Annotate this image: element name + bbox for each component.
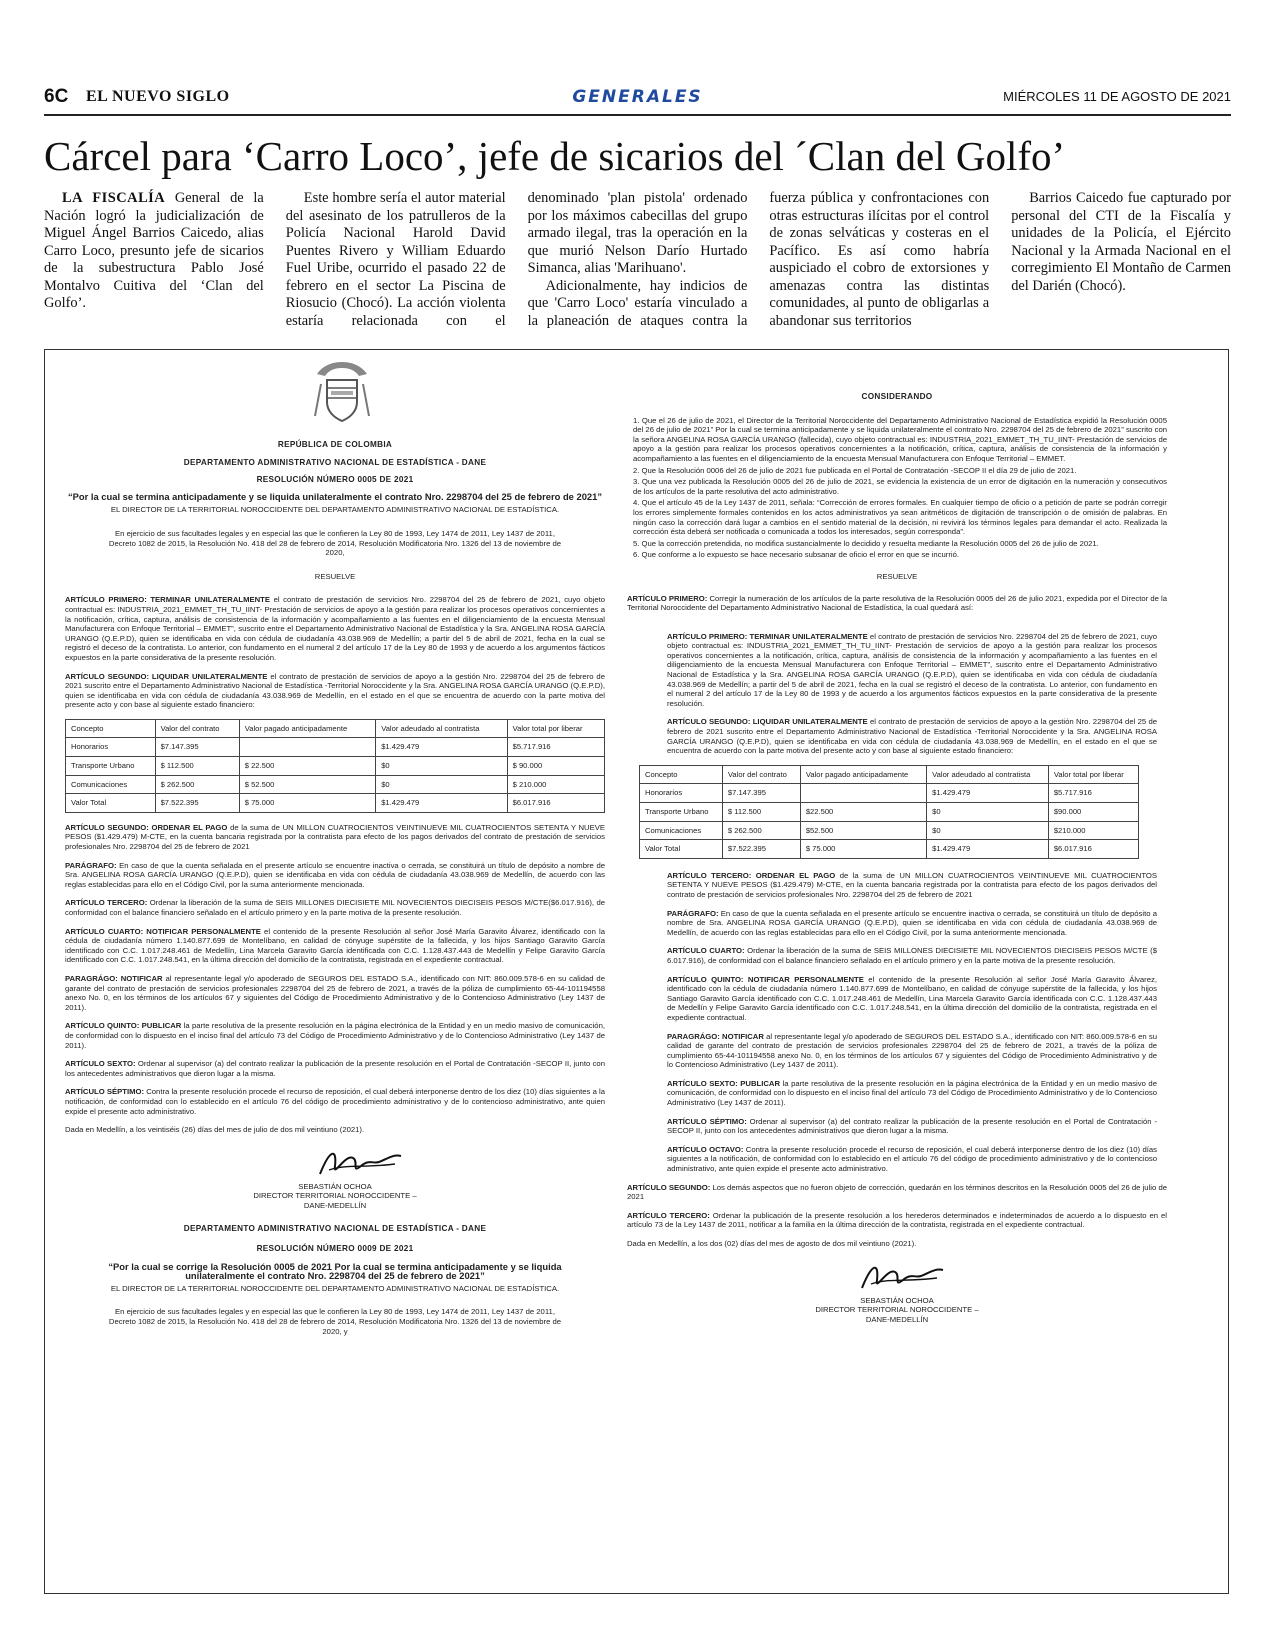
article-clause: ARTÍCULO SEXTO: Ordenar al supervisor (a) del contrato realizar la publicación de la presente resolución en el Portal de Contratación -SECOP II, junto con los antecedentes administrativos que dieron lugar a la misma.: [65, 1059, 605, 1078]
article-clause: ARTÍCULO TERCERO: Ordenar la liberación de la suma de SEIS MILLONES DIECISIETE MIL NOVECIENTOS DIECISEIS PESOS M/CTE($6.017.916), de conformidad con el balance financiero señalado en el artículo primero y en la parte motiva de la presente resolución.: [65, 898, 606, 917]
table-header-cell: Valor total por liberar: [507, 719, 604, 738]
signer-title: DIRECTOR TERRITORIAL NOROCCIDENTE –: [815, 1305, 979, 1315]
given-date: Dada en Medellín, a los dos (02) días del mes de agosto de dos mil veintiuno (2021).: [627, 1239, 917, 1248]
article-clause: ARTÍCULO PRIMERO: TERMINAR UNILATERALMENTE el contrato de prestación de servicios Nro. 2298704 del 25 de febrero de 2021, cuyo objeto contractual es: INDUSTRIA_2021_EMMET_TH_TU_IINT- Prestación de servicios de apoyo a la gestión para realizar los procesos operativos concernientes a la notificación, crítica, captura, análisis de consistencia de la información y acompañamiento a las fuentes en el diligenciamiento de la encuesta Mensual Manufacturera con Enfoque Territorial – EMMET”, suscrito entre el Departamento Administrativo Nacional de Estadística y la Sra. ANGELINA ROSA GARCÍA URANGO (Q.E.P.D), quien se identificaba en vida con cédula de ciudadanía 43.038.969 de Medellín; a partir del 5 de abril de 2021, fecha en la cual se registró el deceso de la contratista. Lo anterior, con fundamento en el numeral 2 del artículo 17 de la Ley 80 de 1993 y de acuerdo a los argumentos fácticos expuestos en la parte considerativa de la presente resolución.: [667, 631, 1157, 708]
masthead: [44, 84, 1231, 116]
article-clause: ARTÍCULO OCTAVO: Contra la presente resolución procede el recurso de reposición, el cual deberá interponerse dentro de los diez (10) días siguientes a la notificación, de conformidad con lo establecido en el artículo 76 del código de procedimiento administrativo y de lo contencioso administrativo, ante quien expide el presente acto administrativo.: [667, 1144, 1157, 1174]
department-heading: DEPARTAMENTO ADMINISTRATIVO NACIONAL DE ESTADÍSTICA - DANE: [183, 457, 487, 467]
financial-table: [65, 719, 605, 813]
article-clause: ARTÍCULO CUARTO: NOTIFICAR PERSONALMENTE el contenido de la presente Resolución al señor José María Garavito Álvarez, identificado con la cédula de ciudadanía número 1.140.877.699 de Montelíbano, en calidad de cónyuge supérstite de la fallecida, y los hijos Santiago Garavito García identificado con C.C. 1.017.248.461 de Medellín, Lina Marcela Garavito García identificada con C.C. 1.128.437.443 de Medellín y Felipe Garavito García identificado con C.C. 1.017.248.541, en la última dirección del domicilio de la contratista, registrada en el expediente contractual.: [65, 926, 605, 965]
notice-right-column: [627, 350, 1167, 1324]
table-row: Comunicaciones $ 262.500 $ 52.500 $0 $ 210.000: [66, 775, 605, 794]
recital: 5. Que la corrección pretendida, no modifica sustancialmente lo decidido y resuelta mediante la Resolución 0005 del 26 de julio de 2021.: [633, 538, 1099, 548]
recital: 1. Que el 26 de julio de 2021, el Director de la Territorial Noroccidente del Departamento Administrativo Nacional de Estadística expidió la Resolución 0005 del 26 de julio de 2021” Por la cual se termina anticipadamente y se liquida unilateralmente el contrato Nro. 2298704 del 25 de febrero de 2021” suscrito con la señora ANGELINA ROSA GARCÍA URANGO (fallecida), cuyo objeto contractual es: INDUSTRIA_2021_EMMET_TH_TU_IINT- Prestación de servicios de apoyo a la gestión para realizar los procesos operativos concernientes a la notificación, crítica, captura, análisis de consistencia de la información y acompañamiento a las fuentes en el diligenciamiento de la encuesta Mensual Manufacturera con Enfoque Territorial – EMMET.: [633, 415, 1167, 463]
recital: 6. Que conforme a lo expuesto se hace necesario subsanar de oficio el error en que se incurrió.: [633, 550, 960, 560]
article-clause: ARTÍCULO TERCERO: Ordenar la publicación de la presente resolución a los herederos determinados e indeterminados de acuerdo a lo dispuesto en el artículo 73 de la Ley 1437 de 2011, notificar a la familia en la última dirección de la contratista, registrada en el expediente contractual.: [627, 1210, 1167, 1230]
signer-name: SEBASTIÁN OCHOA: [298, 1181, 372, 1191]
given-date: Dada en Medellín, a los veintiséis (26) días del mes de julio de dos mil veintiuno (2021).: [65, 1125, 365, 1135]
table-row: Transporte Urbano $ 112.500 $ 22.500 $0 $ 90.000: [66, 757, 605, 776]
notice-left-column: [65, 350, 605, 1336]
article-clause: ARTÍCULO SEGUNDO: LIQUIDAR UNILATERALMENTE el contrato de prestación de servicios de apoyo a la gestión Nro. 2298704 del 25 de febrero de 2021 suscrito entre el Departamento Administrativo Nacional de Estadística -Territorial Noroccidente y la Sra. ANGELINA ROSA GARCÍA URANGO (Q.E.P.D), quien se identificaba en vida con cédula de ciudadanía 43.038.969 de Medellín, en el estado en el que se encuentra de acuerdo con la parte motiva del presente acto y con base al siguiente estado financiero:: [65, 671, 605, 710]
section-title: GENERALES: [572, 87, 703, 107]
article-clause: PARAGRÁGO: NOTIFICAR al representante legal y/o apoderado de SEGUROS DEL ESTADO S.A., identificado con NIT: 860.009.578-6 en su calidad de garante del contrato de prestación de servicios profesionales 2298704 del 25 de febrero de 2021, a través de la póliza de cumplimiento 65-44-101194558 anexo No. 0, en los términos de los artículos 67 y siguientes del Código de Procedimiento Administrativo y de lo Contencioso Administrativo (Ley 1437 de 2011).: [65, 973, 605, 1012]
page-number: 6C: [44, 86, 69, 107]
legal-notice: [44, 349, 1229, 1594]
table-header-cell: Valor total por liberar: [1048, 765, 1138, 784]
article-clause: ARTÍCULO QUINTO: PUBLICAR la parte resolutiva de la presente resolución en la página electrónica de la Entidad y en un medio masivo de comunicación, de conformidad con lo dispuesto en el inciso final del artículo 73 del Código de Procedimiento Administrativo y de lo Contencioso Administrativo (Ley 1437 de 2011).: [65, 1021, 605, 1050]
table-header-row: [66, 719, 605, 738]
legal-powers: En ejercicio de sus facultades legales y en especial las que le confieren la Ley 80 de 1993, Ley 1474 de 2011, Ley 1437 de 2011, Decreto 1082 de 2015, la Resolución No. 418 del 28 de febrero de 2014, Resolución Modificatoria Nro. 1326 del 13 de noviembre de 2020,: [108, 528, 562, 558]
table-header-cell: Valor del contrato: [155, 719, 239, 738]
signer-city: DANE-MEDELLÍN: [865, 1314, 929, 1324]
resuelve-heading: RESUELVE: [876, 571, 918, 581]
article-clause: ARTÍCULO QUINTO: NOTIFICAR PERSONALMENTE el contenido de la presente Resolución al señor José María Garavito Álvarez, identificado con la cédula de ciudadanía número 1.140.877.699 de Montelíbano, en calidad de cónyuge supérstite de la fallecida, y los hijos Santiago Garavito García identificado con C.C. 1.017.248.461 de Medellín, Lina Marcela Garavito García identificada con C.C. 1.128.437.443 de Medellín y Felipe Garavito García identificado con C.C. 1.017.248.541, en la última dirección del domicilio de la contratista, registrada en el expediente contractual.: [667, 974, 1157, 1022]
article-clause: ARTÍCULO TERCERO: ORDENAR EL PAGO de la suma de UN MILLON CUATROCIENTOS VEINTINUEVE MIL CUATROCIENTOS SETENTA Y NUEVE PESOS ($1.429.479) M-CTE, en la cuenta bancaria registrada por la contratista para efecto de los pagos derivados del contrato de prestación de servicios profesionales Nro. 2298704 del 25 de febrero de 2021: [667, 870, 1157, 899]
table-header-cell: Concepto: [66, 719, 156, 738]
article-clause: ARTÍCULO SÉPTIMO: Contra la presente resolución procede el recurso de reposición, el cual deberá interponerse dentro de los diez (10) días siguientes a la notificación, de conformidad con lo establecido en el artículo 76 del código de procedimiento administrativo y de lo contencioso administrativo, ante quien expide el presente acto administrativo.: [65, 1087, 605, 1116]
table-header-row: [640, 765, 1139, 784]
issuer-line: EL DIRECTOR DE LA TERRITORIAL NOROCCIDENTE DEL DEPARTAMENTO ADMINISTRATIVO NACIONAL DE ESTADÍSTICA.: [110, 1283, 560, 1293]
table-header-cell: Valor adeudado al contratista: [927, 765, 1049, 784]
table-row: Transporte Urbano $ 112.500 $22.500 $0 $90.000: [640, 803, 1139, 822]
republic-heading: REPÚBLICA DE COLOMBIA: [277, 440, 393, 449]
table-row: Valor Total $7.522.395 $ 75.000 $1.429.479 $6.017.916: [66, 794, 605, 813]
recital: 4. Que el artículo 45 de la Ley 1437 de 2011, señala: “Corrección de errores formales. En cualquier tiempo de oficio o a petición de parte se podrán corregir los errores simplemente formales contenidos en los actos administrativos ya sean aritméticos de digitación de transcripción o de omisión de palabras. En ningún caso la corrección dará lugar a cambios en el sentido material de la decisión, ni revivirá los términos legales para demandar el acto. Realizada la corrección ésta deberá ser notificada o comunicada a todos los interesados, según corresponda”.: [633, 498, 1167, 537]
article-paragraph: Este hombre sería el autor material del asesinato de los patrulleros de la Policía Nacional Harold David Puentes Rivero y William Eduardo Fuel Uribe, ocurrido el pasado 22 de febrero en el sector La Piscina de Riosucio (Chocó). La acción violenta estaría relacionada con el denominado 'plan pistola' ordenado por los máximos cabecillas del grupo armado ilegal, tras la operación en la que murió Nelson Darío Hurtado Simanca, alias 'Marihuano'.: [285, 190, 748, 329]
legal-powers: En ejercicio de sus facultades legales y en especial las que le confieren la Ley 80 de 1993, Ley 1474 de 2011, Ley 1437 de 2011, Decreto 1082 de 2015, la Resolución No. 418 del 28 de febrero de 2014, Resolución Modificatoria Nro. 1326 del 13 de noviembre de 2020, y: [108, 1307, 562, 1336]
financial-table: [639, 765, 1139, 859]
article-body: [44, 190, 1231, 340]
resuelve-heading: RESUELVE: [314, 571, 356, 581]
article-clause: ARTÍCULO SEXTO: PUBLICAR la parte resolutiva de la presente resolución en la página electrónica de la Entidad y en un medio masivo de comunicación, de conformidad con lo dispuesto en el inciso final del artículo 73 del Código de Procedimiento Administrativo y de lo Contencioso Administrativo (Ley 1437 de 2011).: [667, 1078, 1157, 1108]
article-clause: PARAGRÁGO: NOTIFICAR al representante legal y/o apoderado de SEGUROS DEL ESTADO S.A., identificado con NIT: 860.009.578-6 en su calidad de garante del contrato de prestación de servicios profesionales 2298704 del 25 de febrero de 2021, a través de la póliza de cumplimiento 65-44-101194558 anexo No. 0, en los términos de los artículos 67 y siguientes del Código de Procedimiento Administrativo y de lo Contencioso Administrativo (Ley 1437 de 2011).: [667, 1031, 1157, 1070]
issuer-line: EL DIRECTOR DE LA TERRITORIAL NOROCCIDENTE DEL DEPARTAMENTO ADMINISTRATIVO NACIONAL DE ESTADÍSTICA.: [110, 505, 560, 515]
table-header-cell: Valor pagado anticipadamente: [800, 765, 926, 784]
signature-icon: [315, 1144, 405, 1182]
table-row: Valor Total $7.522.395 $ 75.000 $1.429.479 $6.017.916: [640, 840, 1139, 859]
article-paragraph: Barrios Caicedo fue capturado por personal del CTI de la Fiscalía y unidades de la Policía, el Ejército Nacional y la Armada Nacional en el corregimiento El Montaño de Carmen del Darién (Chocó).: [1011, 190, 1231, 294]
article-paragraph: Adicionalmente, hay indicios de que 'Carro Loco' estaría vinculado a la planeación de ataques contra la fuerza pública y confrontaciones con otras estructuras ilícitas por el control de zonas selváticas y costeras en el Pacífico. Es así como habría auspiciado el cobro de extorsiones y amenazas contra las distintas comunidades, al punto de obligarlas a abandonar sus territorios: [527, 190, 990, 329]
table-header-cell: Valor adeudado al contratista: [376, 719, 507, 738]
article-clause: ARTÍCULO SEGUNDO: ORDENAR EL PAGO de la suma de UN MILLON CUATROCIENTOS VEINTINUEVE MIL CUATROCIENTOS SETENTA Y NUEVE PESOS ($1.429.479) M-CTE, en la cuenta bancaria registrada por la contratista para efecto de los pagos derivados del contrato de prestación de servicios profesionales Nro. 2298704 del 25 de febrero de 2021: [65, 822, 605, 852]
resolution-number: RESOLUCIÓN NÚMERO 0005 DE 2021: [256, 475, 414, 485]
table-header-cell: Valor pagado anticipadamente: [239, 719, 375, 738]
article-clause: PARÁGRAFO: En caso de que la cuenta señalada en el presente artículo se encuentre inactiva o cerrada, se constituirá un título de depósito a nombre de Sra. ANGELINA ROSA GARCÍA URANGO (Q.E.P.D), quien se identificaba en vida con cédula de ciudadanía 43.038.969 de Medellín, de acuerdo con las reglas establecidas para ello en el Código Civil, por la suma anteriormente mencionada.: [667, 908, 1157, 937]
article-clause: ARTÍCULO PRIMERO: Corregir la numeración de los artículos de la parte resolutiva de la Resolución 0005 del 26 de julio 2021, expedida por el Director de la Territorial Noroccidente del Departamento Administrativo Nacional de Estadística, la cual quedará así:: [627, 593, 1167, 613]
article-clause: ARTÍCULO SÉPTIMO: Ordenar al supervisor (a) del contrato realizar la publicación de la presente resolución en el Portal de Contratación -SECOP II, junto con los antecedentes administrativos que dieron lugar a la misma.: [667, 1116, 1157, 1136]
article-paragraph: LA FISCALÍA General de la Nación logró la judicialización de Miguel Ángel Barrios Caicedo, alias Carro Loco, presunto jefe de sicarios de la subestructura Pablo José Montalvo Cuitiva del ‘Clan del Golfo’.: [44, 190, 264, 311]
resolution-subject: “Por la cual se termina anticipadamente y se liquida unilateralmente el contrato Nro. 2298704 del 25 de febrero de 2021”: [67, 490, 603, 502]
resolution-number: RESOLUCIÓN NÚMERO 0009 DE 2021: [256, 1244, 414, 1254]
coat-of-arms-icon: [311, 358, 373, 426]
article-clause: ARTÍCULO CUARTO: Ordenar la liberación de la suma de SEIS MILLONES DIECISIETE MIL NOVECIENTOS DIECISEIS PESOS M/CTE ($ 6.017.916), de conformidad con el balance financiero señalado en el artículo primero y en la parte motiva de la presente resolución.: [667, 946, 1157, 965]
table-row: Honorarios $7.147.395 $1.429.479 $5.717.916: [66, 738, 605, 757]
article-clause: PARÁGRAFO: En caso de que la cuenta señalada en el presente artículo se encuentre inactiva o cerrada, se constituirá un título de depósito a nombre de Sra. ANGELINA ROSA GARCÍA URANGO (Q.E.P.D), quien se identificaba en vida con cédula de ciudadanía 43.038.969 de Medellín, de acuerdo con las reglas establecidas para ello en el Código Civil, por la suma anteriormente mencionada.: [65, 860, 605, 889]
table-row: Honorarios $7.147.395 $1.429.479 $5.717.916: [640, 784, 1139, 803]
article-headline: Cárcel para ‘Carro Loco’, jefe de sicarios del ´Clan del Golfo’: [44, 133, 1066, 179]
recital: 3. Que una vez publicada la Resolución 0005 del 26 de julio de 2021, se evidencia la existencia de un error de digitación en la numeración y consecutivos de los artículos de la parte resolutiva del acto administrativo.: [633, 477, 1167, 496]
signer-city: DANE-MEDELLÍN: [303, 1200, 367, 1210]
considerando-heading: CONSIDERANDO: [861, 392, 933, 401]
table-header-cell: Concepto: [640, 765, 723, 784]
signer-name: SEBASTIÁN OCHOA: [860, 1295, 934, 1305]
table-row: Comunicaciones $ 262.500 $52.500 $0 $210.000: [640, 821, 1139, 840]
signer-title: DIRECTOR TERRITORIAL NOROCCIDENTE –: [253, 1191, 417, 1201]
article-clause: ARTÍCULO PRIMERO: TERMINAR UNILATERALMENTE el contrato de prestación de servicios Nro. 2298704 del 25 de febrero de 2021, cuyo objeto contractual es: INDUSTRIA_2021_EMMET_TH_TU_IINT- Prestación de servicios de apoyo a la gestión para realizar los procesos operativos concernientes a la notificación, crítica, captura, análisis de consistencia de la información y acompañamiento a las fuentes en el diligenciamiento de la encuesta Mensual Manufacturera con Enfoque Territorial – EMMET”, suscrito entre el Departamento Administrativo Nacional de Estadística y la Sra. ANGELINA ROSA GARCÍA URANGO (Q.E.P.D), quien se identificaba en vida con cédula de ciudadanía 43.038.969 de Medellín; a partir del 5 de abril de 2021, fecha en la cual se registró el deceso de la contratista. Lo anterior, con fundamento en el numeral 2 del artículo 17 de la Ley 80 de 1993 y de acuerdo a los argumentos fácticos expuestos en la parte considerativa de la presente resolución.: [65, 595, 606, 662]
article-lead: LA FISCALÍA: [62, 190, 166, 206]
article-clause: ARTÍCULO SEGUNDO: Los demás aspectos que no fueron objeto de corrección, quedarán en los términos descritos en la Resolución 0005 del 26 de julio de 2021: [627, 1182, 1167, 1202]
newspaper-name: EL NUEVO SIGLO: [86, 88, 230, 105]
issue-date: MIÉRCOLES 11 DE AGOSTO DE 2021: [1003, 89, 1231, 104]
department-heading: DEPARTAMENTO ADMINISTRATIVO NACIONAL DE ESTADÍSTICA - DANE: [183, 1224, 487, 1234]
article-clause: ARTÍCULO SEGUNDO: LIQUIDAR UNILATERALMENTE el contrato de prestación de servicios de apoyo a la gestión Nro. 2298704 del 25 de febrero de 2021 suscrito entre el Departamento Administrativo Nacional de Estadística -Territorial Noroccidente y la Sra. ANGELINA ROSA GARCÍA URANGO (Q.E.P.D), quien se identificaba en vida con cédula de ciudadanía 43.038.969 de Medellín, en el estado en el que se encuentra de acuerdo con la parte motiva del presente acto y con base al siguiente estado financiero:: [667, 717, 1157, 756]
table-header-cell: Valor del contrato: [722, 765, 800, 784]
signature-icon: [857, 1258, 947, 1296]
resolution-subject: “Por la cual se corrige la Resolución 0005 de 2021 Por la cual se termina anticipadamente y se liquida unilateralmente el contrato Nro. 2298704 del 25 de febrero de 2021”: [108, 1260, 562, 1282]
recital: 2. Que la Resolución 0006 del 26 de julio de 2021 fue publicada en el Portal de Contratación -SECOP II el día 29 de julio de 2021.: [633, 465, 1077, 475]
